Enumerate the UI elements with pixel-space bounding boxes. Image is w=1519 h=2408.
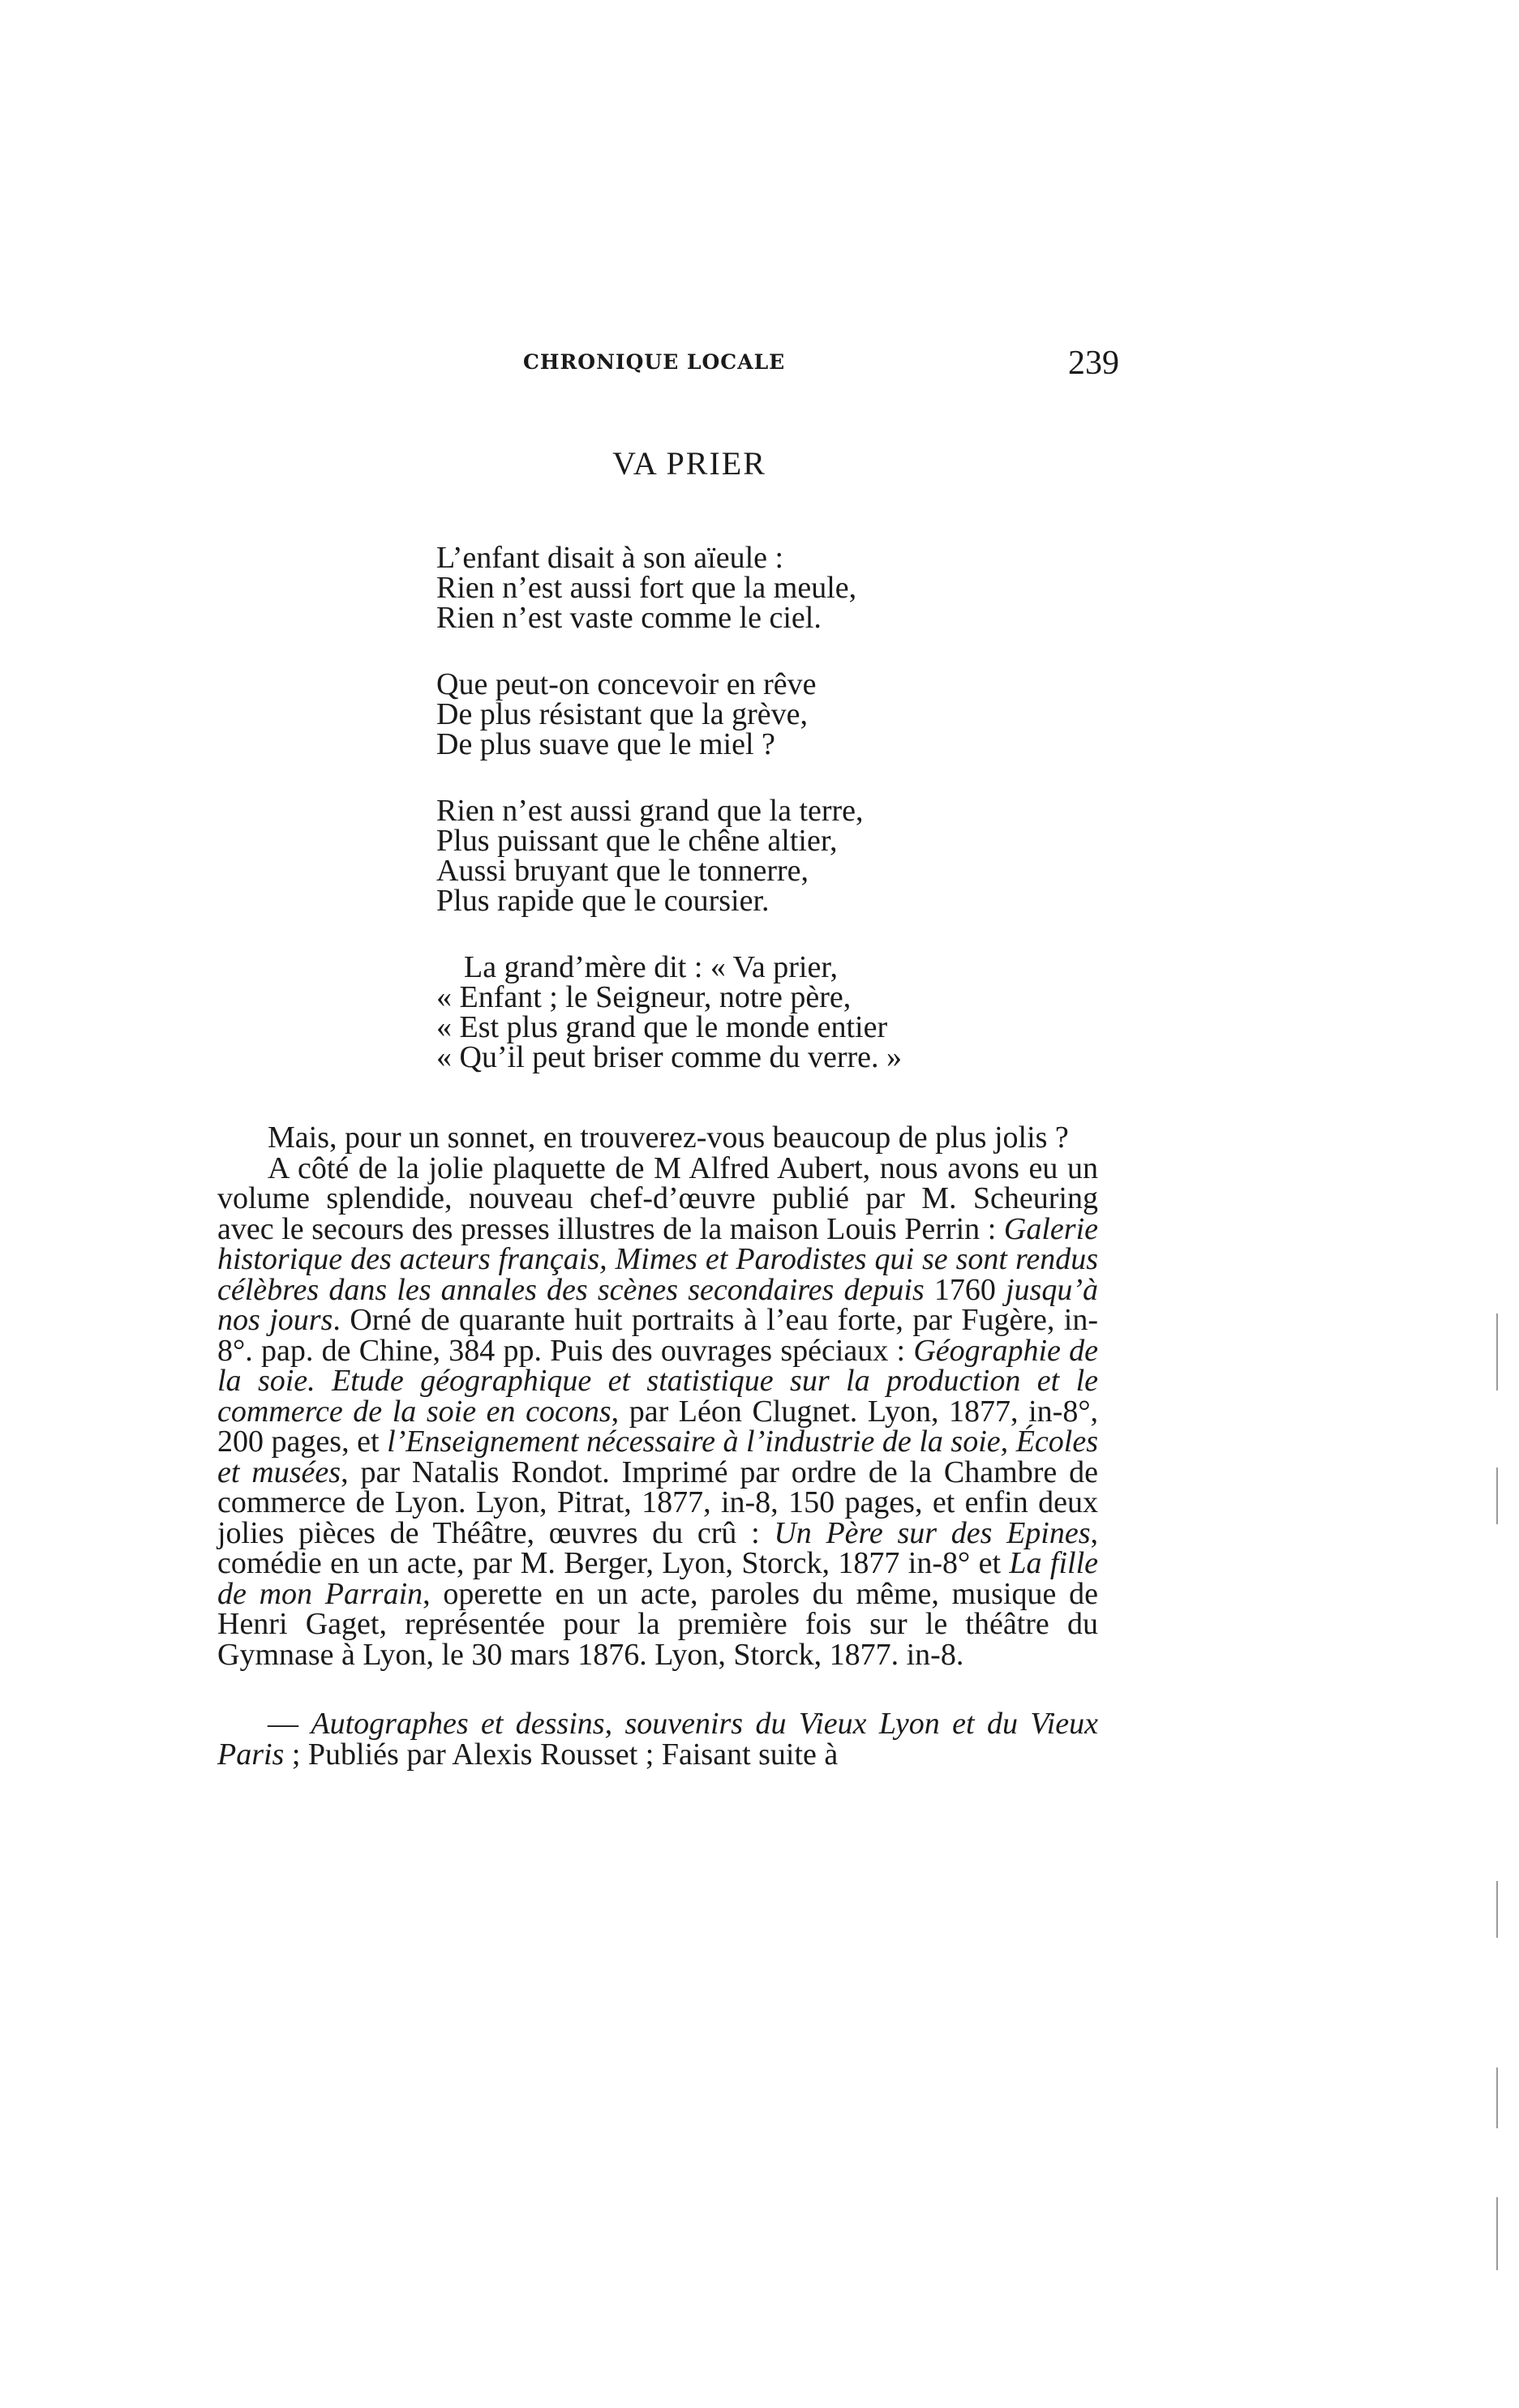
book-title: Autographes et dessins, souvenirs du Vieux Lyon et du Vieux Paris xyxy=(217,1707,1099,1772)
book-title: Un Père sur des Epines xyxy=(774,1515,1091,1550)
poem-title: VA PRIER xyxy=(612,445,766,482)
margin-scan-mark xyxy=(1496,1313,1498,1390)
poem-line: Que peut-on concevoir en rêve xyxy=(436,667,817,701)
poem-line: De plus suave que le miel ? xyxy=(436,727,775,761)
margin-scan-mark xyxy=(1496,1881,1498,1938)
poem-line: La grand’mère dit : « Va prier, xyxy=(464,950,838,984)
paragraph: Mais, pour un sonnet, en trouverez-vous beaucoup de plus jolis ? xyxy=(268,1120,1069,1155)
text-run: ; Publiés par Alexis Rousset ; Faisant suite à xyxy=(284,1737,839,1772)
poem-line: Aussi bruyant que le tonnerre, xyxy=(436,854,809,888)
poem xyxy=(436,543,1085,1073)
text-run: , comédie en un acte, par M. Berger, Lyon, Storck, 1877 in-8° et xyxy=(217,1515,1099,1580)
text-run: 1760 xyxy=(924,1272,1006,1307)
paragraph xyxy=(217,1709,1098,1770)
poem-line: Plus puissant que le chêne altier, xyxy=(436,824,838,858)
margin-scan-mark xyxy=(1496,2067,1498,2128)
book-title: Galerie historique des acteurs français, Mimes et Parodistes qui se sont rendus célèbres dans les annales des scènes secondaires depuis xyxy=(217,1211,1098,1307)
poem-line: « Enfant ; le Seigneur, notre père, xyxy=(436,980,852,1014)
poem-line: Rien n’est aussi grand que la terre, xyxy=(436,794,864,828)
poem-line: Plus rapide que le coursier. xyxy=(436,884,770,918)
text-run: . Orné de quarante huit portraits à l’eau forte, par Fugère, in-8°. pap. de Chine, 384 pp. Puis des ouvrages spéciaux : xyxy=(217,1303,1099,1368)
poem-stanza xyxy=(436,667,1085,761)
book-title: Géographie de la soie. Etude géographique et statistique sur la production et le commerce de la soie en cocons xyxy=(217,1333,1099,1429)
text-run: , par Léon Clugnet. Lyon, 1877, in-8°, 200 pages, et xyxy=(217,1394,1099,1459)
poem-line: Rien n’est aussi fort que la meule, xyxy=(436,571,857,605)
book-title: jusqu’à nos jours xyxy=(217,1272,1098,1337)
poem-stanza xyxy=(436,796,1085,916)
text-run: , par Natalis Rondot. Imprimé par ordre de la Chambre de commerce de Lyon. Lyon, Pitrat, 1877, in-8, 150 pages, et enfin deux jolies pièces de Théâtre, œuvres du crû : xyxy=(217,1455,1098,1550)
running-head xyxy=(523,345,1119,382)
poem-line: Rien n’est vaste comme le ciel. xyxy=(436,601,822,635)
paragraph xyxy=(217,1150,1099,1672)
book-title: l’Enseignement nécessaire à l’industrie de la soie, Écoles et musées xyxy=(217,1425,1098,1489)
poem-stanza xyxy=(436,950,1085,1074)
poem-line: « Qu’il peut briser comme du verre. » xyxy=(436,1040,903,1074)
poem-stanza xyxy=(436,543,1085,633)
section-title: CHRONIQUE LOCALE xyxy=(523,350,786,374)
text-run: — xyxy=(268,1707,311,1741)
page-number: 239 xyxy=(1068,345,1119,382)
poem-line: L’enfant disait à son aïeule : xyxy=(436,541,784,575)
margin-scan-mark xyxy=(1496,2197,1498,2270)
poem-line: De plus résistant que la grève, xyxy=(436,697,808,731)
margin-scan-mark xyxy=(1496,1468,1498,1524)
text-run: A côté de la jolie plaquette de M Alfred Aubert, nous avons eu un volume splendide, nouveau chef-d’œuvre publié par M. Scheuring avec le secours des presses illustres de la maison Louis Perrin : xyxy=(217,1150,1098,1246)
text-run: , operette en un acte, paroles du même, musique de Henri Gaget, représentée pour la première fois sur le théâtre du Gymnase à Lyon, le 30 mars 1876. Lyon, Storck, 1877. in-8. xyxy=(217,1576,1098,1672)
poem-line: « Est plus grand que le monde entier xyxy=(436,1010,888,1044)
prose-body xyxy=(217,1120,1099,1772)
book-title: La fille de mon Parrain xyxy=(217,1546,1098,1611)
